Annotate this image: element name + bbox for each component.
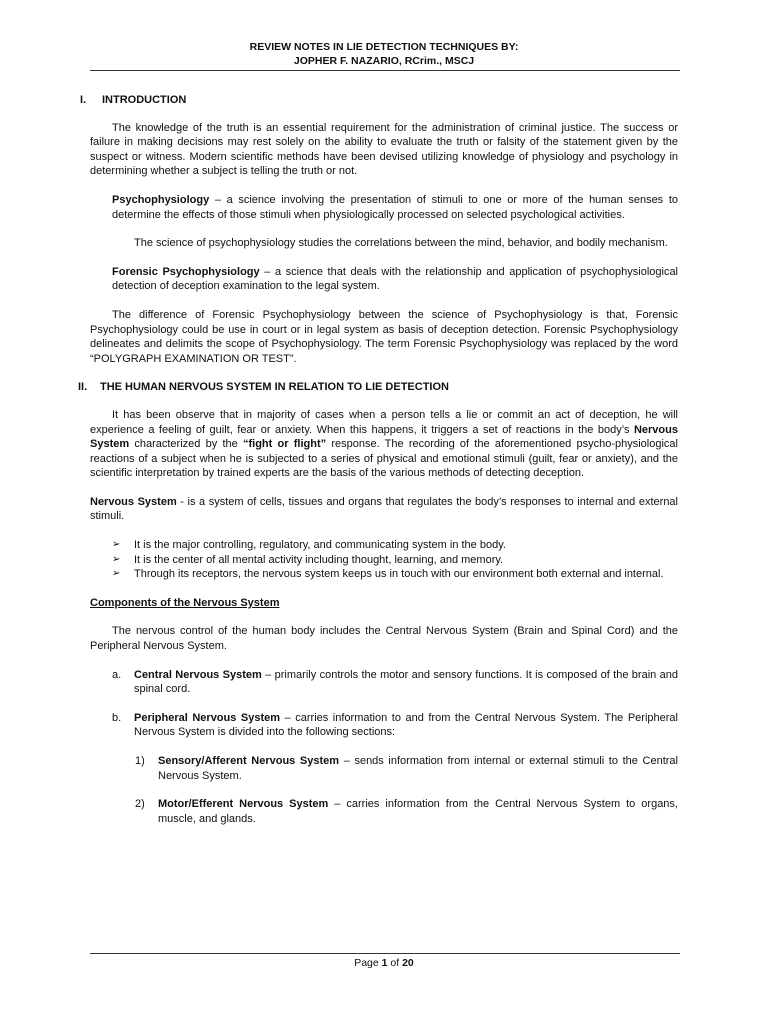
list-item-motor-nervous-system: 2) Motor/Efferent Nervous System – carries information from the Central Nervous System to organs, muscle, and glands. — [135, 798, 678, 825]
section-heading-introduction: I. INTRODUCTION — [80, 94, 187, 106]
subheading-components: Components of the Nervous System — [90, 596, 280, 609]
paragraph-observation: It has been observe that in majority of cases when a person tells a lie or commit an act of deception, he will experience a feeling of guilt, fear or anxiety. When this happens, it triggers a set of reactions in the body’s Nervous System characterized by the “fight or flight” response. The recording of the aforementioned psycho-physiological reactions of a subject when he is subjected to a series of physical and emotional stimuli (guilt, fear or anxiety), and the scientific interpretation by trained experts are the basis of the various methods of detecting deception. — [90, 408, 678, 480]
paragraph-components: The nervous control of the human body includes the Central Nervous System (Brain and Spinal Cord) and the Peripheral Nervous System. — [90, 625, 678, 653]
list-item: ➢ It is the center of all mental activity including thought, learning, and memory. — [112, 553, 504, 566]
document-body — [78, 93, 679, 826]
page-number: Page 1 of 20 — [354, 957, 414, 969]
header-author: JOPHER F. NAZARIO, RCrim., MSCJ — [293, 55, 475, 67]
paragraph-psychophysiology-note: The science of psychophysiology studies the correlations between the mind, behavior, and bodily mechanism. — [134, 237, 668, 250]
list-item-peripheral-nervous-system: b. Peripheral Nervous System – carries information to and from the Central Nervous System. The Peripheral Nervous System is divided into the following sections: — [112, 711, 678, 739]
definition-forensic-psychophysiology: Forensic Psychophysiology – a science that deals with the relationship and application of psychophysiological detection of deception examination to the legal system. — [112, 265, 679, 293]
nervous-system-bullets — [112, 538, 678, 582]
paragraph-difference: The difference of Forensic Psychophysiology between the science of Psychophysiology is that, Forensic Psychophysiology could be use in court or in legal system as basis of deception detection. Forensic Psychophysiology delineates and delimits the scope of Psychophysiology. The term Forensic Psychophysiology was replaced by the word “POLYGRAPH EXAMINATION OR TEST”. — [90, 308, 678, 365]
paragraph-intro: The knowledge of the truth is an essential requirement for the administration of criminal justice. The success or failure in making decisions may rest solely on the ability to evaluate the truth or falsity of the statement given by the suspect or witness. Modern scientific methods have been devised utilizing knowledge of physiology and psychology in determining whether a subject is telling the truth or not. — [90, 121, 678, 178]
arrow-bullet-icon: ➢ — [112, 553, 121, 565]
arrow-bullet-icon: ➢ — [112, 539, 121, 551]
definition-nervous-system: Nervous System - is a system of cells, tissues and organs that regulates the body’s responses to internal and external stimuli. — [90, 495, 678, 523]
header-divider — [90, 70, 680, 71]
list-item: ➢ Through its receptors, the nervous system keeps us in touch with our environment both external and internal. — [112, 568, 664, 581]
list-item-central-nervous-system: a. Central Nervous System – primarily controls the motor and sensory functions. It is composed of the brain and spinal cord. — [112, 668, 678, 696]
section-heading-nervous-system: II. THE HUMAN NERVOUS SYSTEM IN RELATION TO LIE DETECTION — [78, 381, 449, 394]
document-header — [90, 40, 678, 68]
list-item: ➢ It is the major controlling, regulatory, and communicating system in the body. — [112, 539, 506, 552]
arrow-bullet-icon: ➢ — [112, 568, 121, 580]
header-title: REVIEW NOTES IN LIE DETECTION TECHNIQUES BY: — [249, 41, 519, 53]
definition-psychophysiology: Psychophysiology – a science involving the presentation of stimuli to one or more of the human senses to determine the effects of those stimuli when physiologically processed on selected psychological activities. — [112, 193, 678, 221]
list-item-sensory-nervous-system: 1) Sensory/Afferent Nervous System – sends information from internal or external stimuli to the Central Nervous System. — [135, 755, 678, 782]
footer-divider — [90, 953, 680, 954]
